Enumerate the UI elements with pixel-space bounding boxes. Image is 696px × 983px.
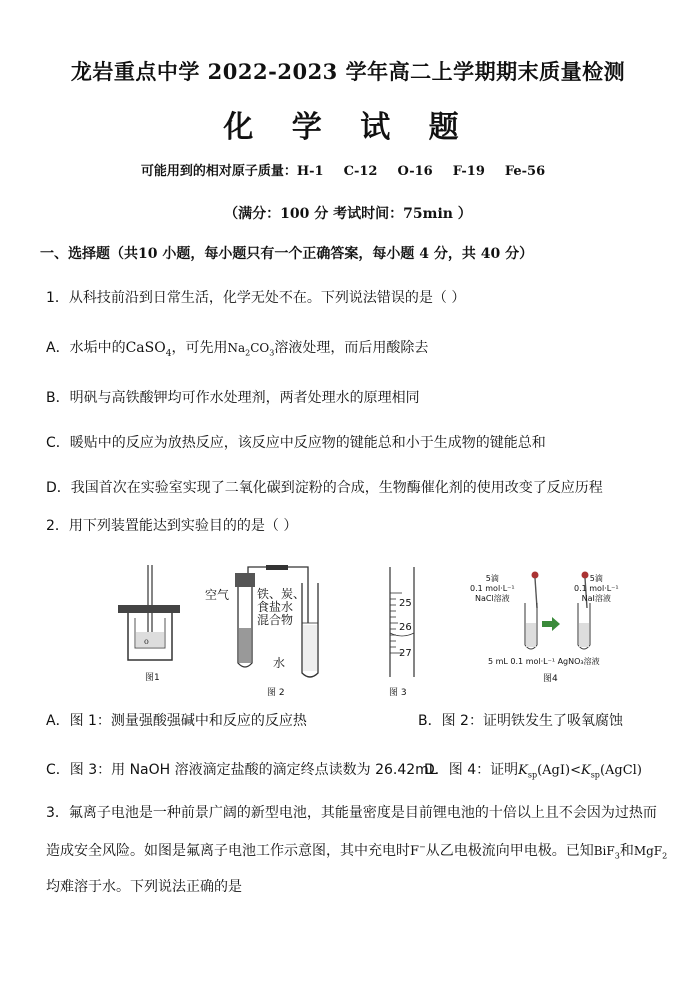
label-line: NaCl溶液 [474,594,510,603]
label-line: 5滴 [485,574,499,583]
atomic-mass: H-1 [296,164,324,179]
q1-option-d: D．我国首次在实验室实现了二氧化碳到淀粉的合成，生物酶催化剂的使用改变了反应历程 [46,480,603,496]
label-line: NaI溶液 [581,594,611,603]
q1-stem: 1．从科技前沿到日常生活，化学无处不在。下列说法错误的是（ ） [46,290,466,306]
formula-fluoride: F− [410,842,426,859]
mix-line: 铁、炭、 [257,587,306,601]
q1-a-text: ，可先用 [171,340,228,356]
atomic-mass: F-19 [452,164,485,179]
label-line: 0.1 mol·L⁻¹ [470,584,515,593]
figure-2-caption: 图 2 [267,688,285,698]
q1-a-text: A．水垢中的 [46,340,126,356]
q1-option-b: B．明矾与高铁酸钾均可作水处理剂，两者处理水的原理相同 [46,390,420,406]
formula-na2co3: $Na_2CO_3$ [227,341,275,358]
formula-caso4: CaSO$_4$ [125,340,172,359]
atomic-mass: O-16 [397,164,433,179]
arrow-icon [542,617,560,631]
atomic-mass: Fe-56 [504,164,546,179]
figure-4-caption: 图4 [543,674,558,684]
q3-text: 和 [619,843,634,859]
ksp-inequality: $K_{sp}(AgI)<K_{sp}(AgCl)$ [518,763,642,780]
figure-3-caption: 图 3 [389,688,407,698]
atomic-mass-label: 可能用到的相对原子质量： [140,164,297,179]
stopper [235,573,255,587]
formula-mgf2: MgF$_2$ [633,844,668,861]
q2-d-text: D．图 4：证明 [424,762,519,778]
q3-line1: 3．氟离子电池是一种前景广阔的新型电池，其能量密度是目前锂电池的十倍以上且不会因为过热而 [46,805,657,821]
q3-line3: 均难溶于水。下列说法正确的是 [46,879,242,895]
formula-bif3: BiF$_3$ [593,844,620,861]
figure-1-calorimeter [110,560,190,688]
mix-line: 混合物 [257,613,294,627]
burette-tick-27: 27 [399,648,412,659]
q3-line2 [46,840,667,860]
atomic-mass: C-12 [343,164,378,179]
figure-1-caption: 图1 [145,673,160,683]
page-title: 龙岩重点中学 2022-2023 学年高二上学期期末质量检测 [70,59,626,84]
svg-text:ο: ο [144,637,149,646]
figure-4-bottom-label: 5 mL 0.1 mol·L⁻¹ AgNO₃溶液 [488,657,600,666]
figure-4-right-label [574,574,619,604]
q3-text: 造成安全风险。如图是氟离子电池工作示意图，其中充电时 [46,843,410,859]
q1-option-a [46,337,428,359]
figure-2-air-label: 空气 [205,588,230,602]
q2-option-d [424,759,642,780]
q2-stem: 2．用下列装置能达到实验目的的是（ ） [46,518,298,534]
exam-info: （满分：100 分 考试时间：75min ） [224,206,472,222]
atomic-masses [0,160,696,179]
burette-tick-25: 25 [399,598,412,609]
figure-4-left-label [470,574,515,604]
mix-line: 食盐水 [257,600,294,614]
q1-option-c: C．暖贴中的反应为放热反应，该反应中反应物的键能总和小于生成物的键能总和 [46,435,546,451]
subject-title: 化 学 试 题 [223,110,473,145]
q2-option-a: A．图 1：测量强酸强碱中和反应的反应热 [46,713,307,729]
q2-option-b: B．图 2：证明铁发生了吸氧腐蚀 [418,713,623,729]
q2-option-c: C．图 3：用 NaOH 溶液滴定盐酸的滴定终点读数为 26.42mL [46,762,437,778]
burette-tick-26: 26 [399,622,412,633]
q1-a-text: 溶液处理，而后用酸除去 [274,340,429,356]
figure-2-mix-label [257,588,305,627]
figure-2-water-label: 水 [273,656,286,670]
label-line: 5滴 [589,574,603,583]
q3-text: 从乙电极流向甲电极。已知 [425,843,594,859]
section-title: 一、选择题（共10 小题，每小题只有一个正确答案，每小题 4 分，共 40 分） [40,246,534,262]
label-line: 0.1 mol·L⁻¹ [574,584,619,593]
